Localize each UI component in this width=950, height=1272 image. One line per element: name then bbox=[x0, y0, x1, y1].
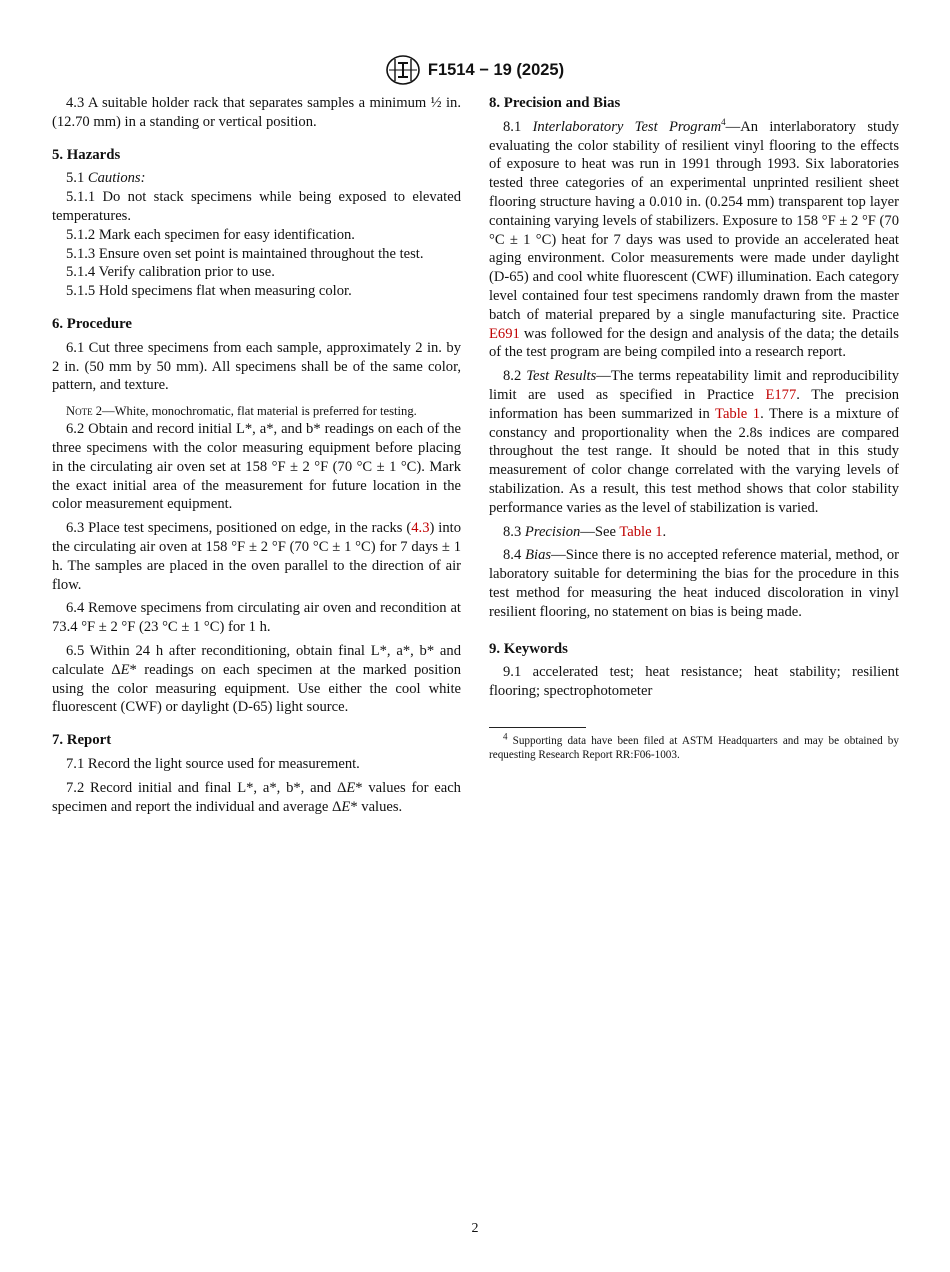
table-1-link[interactable]: Table 1 bbox=[619, 523, 663, 540]
e691-link[interactable]: E691 bbox=[489, 325, 520, 342]
note-2: Note 2—White, monochromatic, flat material is preferred for testing. bbox=[66, 404, 417, 419]
section-9-heading: 9. Keywords bbox=[489, 640, 568, 657]
e177-link[interactable]: E177 bbox=[765, 386, 797, 403]
section-4-3-link[interactable]: 4.3 bbox=[411, 520, 430, 537]
paragraph-5-1-1: 5.1.1 Do not stack specimens while being exposed to elevated temperatures. bbox=[52, 189, 461, 224]
paragraph-6-3: 6.3 Place test specimens, positioned on edge, in the racks (4.3) into the circulating air oven at 158 °F ± 2 °F (70 °C ± 1 °C) for 7 days ± 1 h. The samples are placed in the oven parallel to the direction of air flow. bbox=[52, 520, 461, 593]
left-column bbox=[52, 94, 461, 816]
section-7-heading: 7. Report bbox=[52, 732, 112, 749]
paragraph-5-1: 5.1 Cautions: bbox=[66, 170, 146, 187]
paragraph-5-1-3: 5.1.3 Ensure oven set point is maintained throughout the test. bbox=[66, 245, 424, 262]
paragraph-8-4: 8.4 Bias—Since there is no accepted reference material, method, or laboratory suitable for determining the bias for the procedure in this test method for measuring the heat induced discoloration in vinyl resilient flooring, no statement on bias is being made. bbox=[489, 547, 899, 620]
section-8-heading: 8. Precision and Bias bbox=[489, 95, 621, 111]
table-1-link[interactable]: Table 1 bbox=[715, 405, 761, 422]
paragraph-6-4: 6.4 Remove specimens from circulating air oven and recondition at 73.4 °F ± 2 °F (23 °C ± 1 °C) for 1 h. bbox=[52, 600, 461, 636]
paragraph-8-3: 8.3 Precision—See Table 1. bbox=[503, 523, 667, 540]
paragraph-6-5: 6.5 Within 24 h after reconditioning, obtain final L*, a*, b* and calculate ΔE* readings on each specimen at the marked position using the color measuring equipment. Use either the cool white fluorescent (CWF) or daylight (D-65) light source. bbox=[52, 642, 461, 716]
paragraph-8-1: 8.1 Interlaboratory Test Program$^4$—An interlaboratory study evaluating the color stability of resilient vinyl flooring to the effects of exposure to heat was run in 1991 through 1993. Six laboratories tested three categories of an experimental unprinted resilient sheet flooring structure having a 0.010 in. (0.254 mm) transparent top layer containing varying levels of stabilizers. Exposure to 158 °F ± 2 °F (70 °C ± 1 °C) heat for 7 days was used to provide an accelerated heat aging environment. Color measurements were made under daylight (D-65) and cool white fluorescent (CWF) illumination. Each category level contained four test specimens randomly drawn from the master batch of material prepared by a single manufacturing site. Practice E691 was followed for the design and analysis of the data; the details of the test program are being compiled into a research report. bbox=[489, 116, 900, 361]
right-column bbox=[489, 94, 899, 763]
paragraph-9-1: 9.1 accelerated test; heat resistance; heat stability; resilient flooring; spectrophotometer bbox=[489, 664, 899, 700]
footnote-4-marker: 4 bbox=[721, 116, 726, 127]
paragraph-7-1: 7.1 Record the light source used for measurement. bbox=[66, 755, 360, 772]
section-5-heading: 5. Hazards bbox=[52, 146, 121, 163]
section-6-heading: 6. Procedure bbox=[52, 315, 132, 332]
document-id: F1514 − 19 (2025) bbox=[427, 60, 565, 79]
paragraph-5-1-5: 5.1.5 Hold specimens flat when measuring color. bbox=[66, 283, 352, 300]
paragraph-5-1-4: 5.1.4 Verify calibration prior to use. bbox=[66, 264, 275, 281]
paragraph-6-1: 6.1 Cut three specimens from each sample, approximately 2 in. by 2 in. (50 mm by 50 mm). All specimens shall be of the same color, pattern, and texture. bbox=[52, 339, 461, 394]
paragraph-5-1-2: 5.1.2 Mark each specimen for easy identification. bbox=[66, 226, 355, 243]
paragraph-4-3: 4.3 A suitable holder rack that separates samples a minimum ½ in. (12.70 mm) in a standing or vertical position. bbox=[52, 95, 461, 130]
paragraph-7-2: 7.2 Record initial and final L*, a*, b*, and ΔE* values for each specimen and report the individual and average ΔE* values. bbox=[52, 779, 461, 815]
paragraph-6-2: 6.2 Obtain and record initial L*, a*, and b* readings on each of the three specimens with the color measuring equipment before placing in the circulating air oven set at 158 °F ± 2 °F (70 °C ± 1 °C). Mark the exact initial area of the measurement for future location in the color measurement equipment. bbox=[52, 421, 461, 513]
astm-logo-icon bbox=[386, 55, 420, 85]
paragraph-8-2: 8.2 Test Results—The terms repeatability limit and reproducibility limit are used as specified in Practice E177. The precision information has been summarized in Table 1. There is a mixture of constancy and proportionality when the 2.8s indices are compared throughout the test range. It should be noted that in this study measurement of color change correlated with the varying levels of stabilization. As a result, this test method shows that color stability performance varies as the level of stabilization is varied. bbox=[489, 368, 899, 516]
footnote-divider bbox=[489, 727, 586, 728]
page-number: 2 bbox=[471, 1221, 479, 1236]
footnote-4: $^4$ Supporting data have been filed at ASTM Headquarters and may be obtained by requesting Research Report RR:F06-1003. bbox=[489, 731, 899, 762]
page-header bbox=[0, 56, 950, 84]
